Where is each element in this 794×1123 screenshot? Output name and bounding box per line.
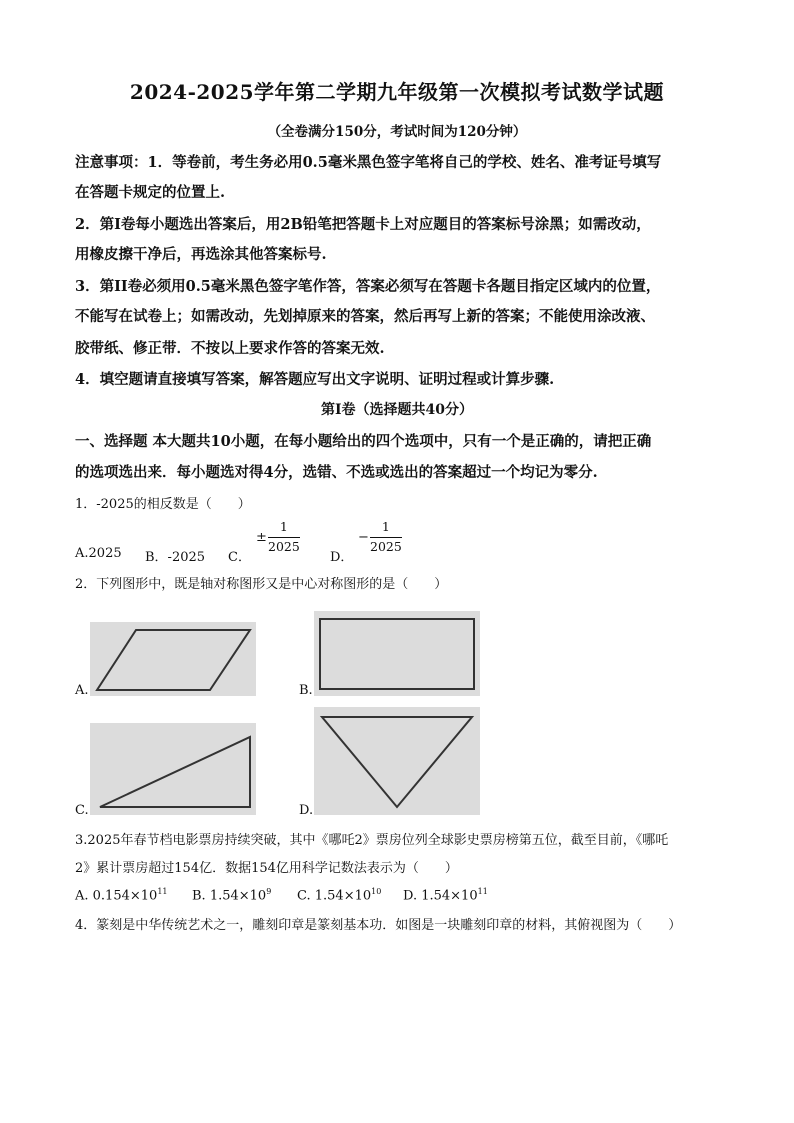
question-4-stem: 4．篆刻是中华传统艺术之一，雕刻印章是篆刻基本功．如图是一块雕刻印章的材料，其俯视图为（ ） [75, 918, 682, 933]
rectangle-image [314, 611, 480, 696]
option-exponent: 10 [371, 887, 382, 896]
rectangle-shape [314, 611, 480, 696]
q3-option-a [75, 887, 168, 903]
option-base: D. 1.54×10 [403, 888, 478, 904]
q1-option-b: B．-2025 [145, 550, 206, 565]
parallelogram-image [90, 622, 256, 696]
right-triangle-image [90, 723, 256, 815]
plus-minus-sign: ± [256, 530, 267, 545]
notes-line: 注意事项：1．等卷前，考生务必用0.5毫米黑色签字笔将自己的学校、姓名、准考证号填写 [75, 154, 662, 171]
question-3-line: 2》累计票房超过154亿．数据154亿用科学记数法表示为（ ） [75, 861, 458, 876]
exam-subtitle: （全卷满分150分，考试时间为120分钟） [267, 124, 527, 140]
q1-option-d-fraction [370, 521, 402, 553]
notes-line: 3．第II卷必须用0.5毫米黑色签字笔作答，答案必须写在答题卡各题目指定区域内的位置， [75, 278, 661, 295]
section-instructions: 的选项选出来．每小题选对得4分，选错、不选或选出的答案超过一个均记为零分. [75, 464, 598, 481]
q3-option-b [192, 887, 271, 903]
section-instructions: 一、选择题 本大题共10小题，在每小题给出的四个选项中，只有一个是正确的，请把正确 [75, 433, 652, 450]
option-base: A. 0.154×10 [75, 888, 158, 904]
notes-line: 胶带纸、修正带．不按以上要求作答的答案无效. [75, 340, 385, 357]
option-exponent: 11 [477, 887, 488, 896]
fraction-denominator: 2025 [370, 538, 402, 554]
q1-option-a: A.2025 [75, 546, 122, 561]
q1-option-d: D． [330, 550, 354, 565]
inverted-triangle-image [314, 707, 480, 815]
notes-line: 4．填空题请直接填写答案，解答题应写出文字说明、证明过程或计算步骤. [75, 371, 555, 388]
question-1-stem: 1．-2025的相反数是（ ） [75, 497, 251, 512]
right-triangle-shape [90, 723, 256, 815]
option-base: B. 1.54×10 [192, 888, 267, 904]
q2-label-c: C. [75, 803, 89, 818]
question-2-stem: 2．下列图形中，既是轴对称图形又是中心对称图形的是（ ） [75, 577, 448, 592]
q3-option-d [403, 887, 488, 903]
parallelogram-shape [90, 622, 256, 696]
q1-option-c-fraction [268, 521, 300, 553]
question-3-line: 3.2025年春节档电影票房持续突破，其中《哪吒2》票房位列全球影史票房榜第五位，截至目前，《哪吒 [75, 833, 669, 848]
section-title: 第I卷（选择题共40分） [320, 402, 474, 418]
notes-line: 不能写在试卷上；如需改动，先划掉原来的答案，然后再写上新的答案；不能使用涂改液、 [75, 308, 655, 325]
option-exponent: 11 [157, 887, 168, 896]
q3-option-c [297, 887, 381, 903]
notes-line: 2．第I卷每小题选出答案后，用2B铅笔把答题卡上对应题目的答案标号涂黑；如需改动， [75, 216, 651, 233]
fraction-denominator: 2025 [268, 538, 300, 554]
notes-line: 在答题卡规定的位置上. [75, 184, 226, 201]
fraction-numerator: 1 [381, 519, 390, 534]
exam-title: 2024-2025学年第二学期九年级第一次模拟考试数学试题 [129, 80, 665, 104]
option-base: C. 1.54×10 [297, 888, 372, 904]
inverted-triangle-shape [314, 707, 480, 815]
fraction-numerator: 1 [279, 519, 288, 534]
q1-option-c: C． [228, 550, 251, 565]
option-exponent: 9 [266, 887, 272, 896]
q2-label-b: B. [299, 683, 313, 698]
notes-line: 用橡皮擦干净后，再选涂其他答案标号. [75, 246, 327, 263]
q2-label-d: D. [299, 803, 314, 818]
minus-sign: − [358, 530, 369, 545]
q2-label-a: A. [75, 683, 89, 698]
